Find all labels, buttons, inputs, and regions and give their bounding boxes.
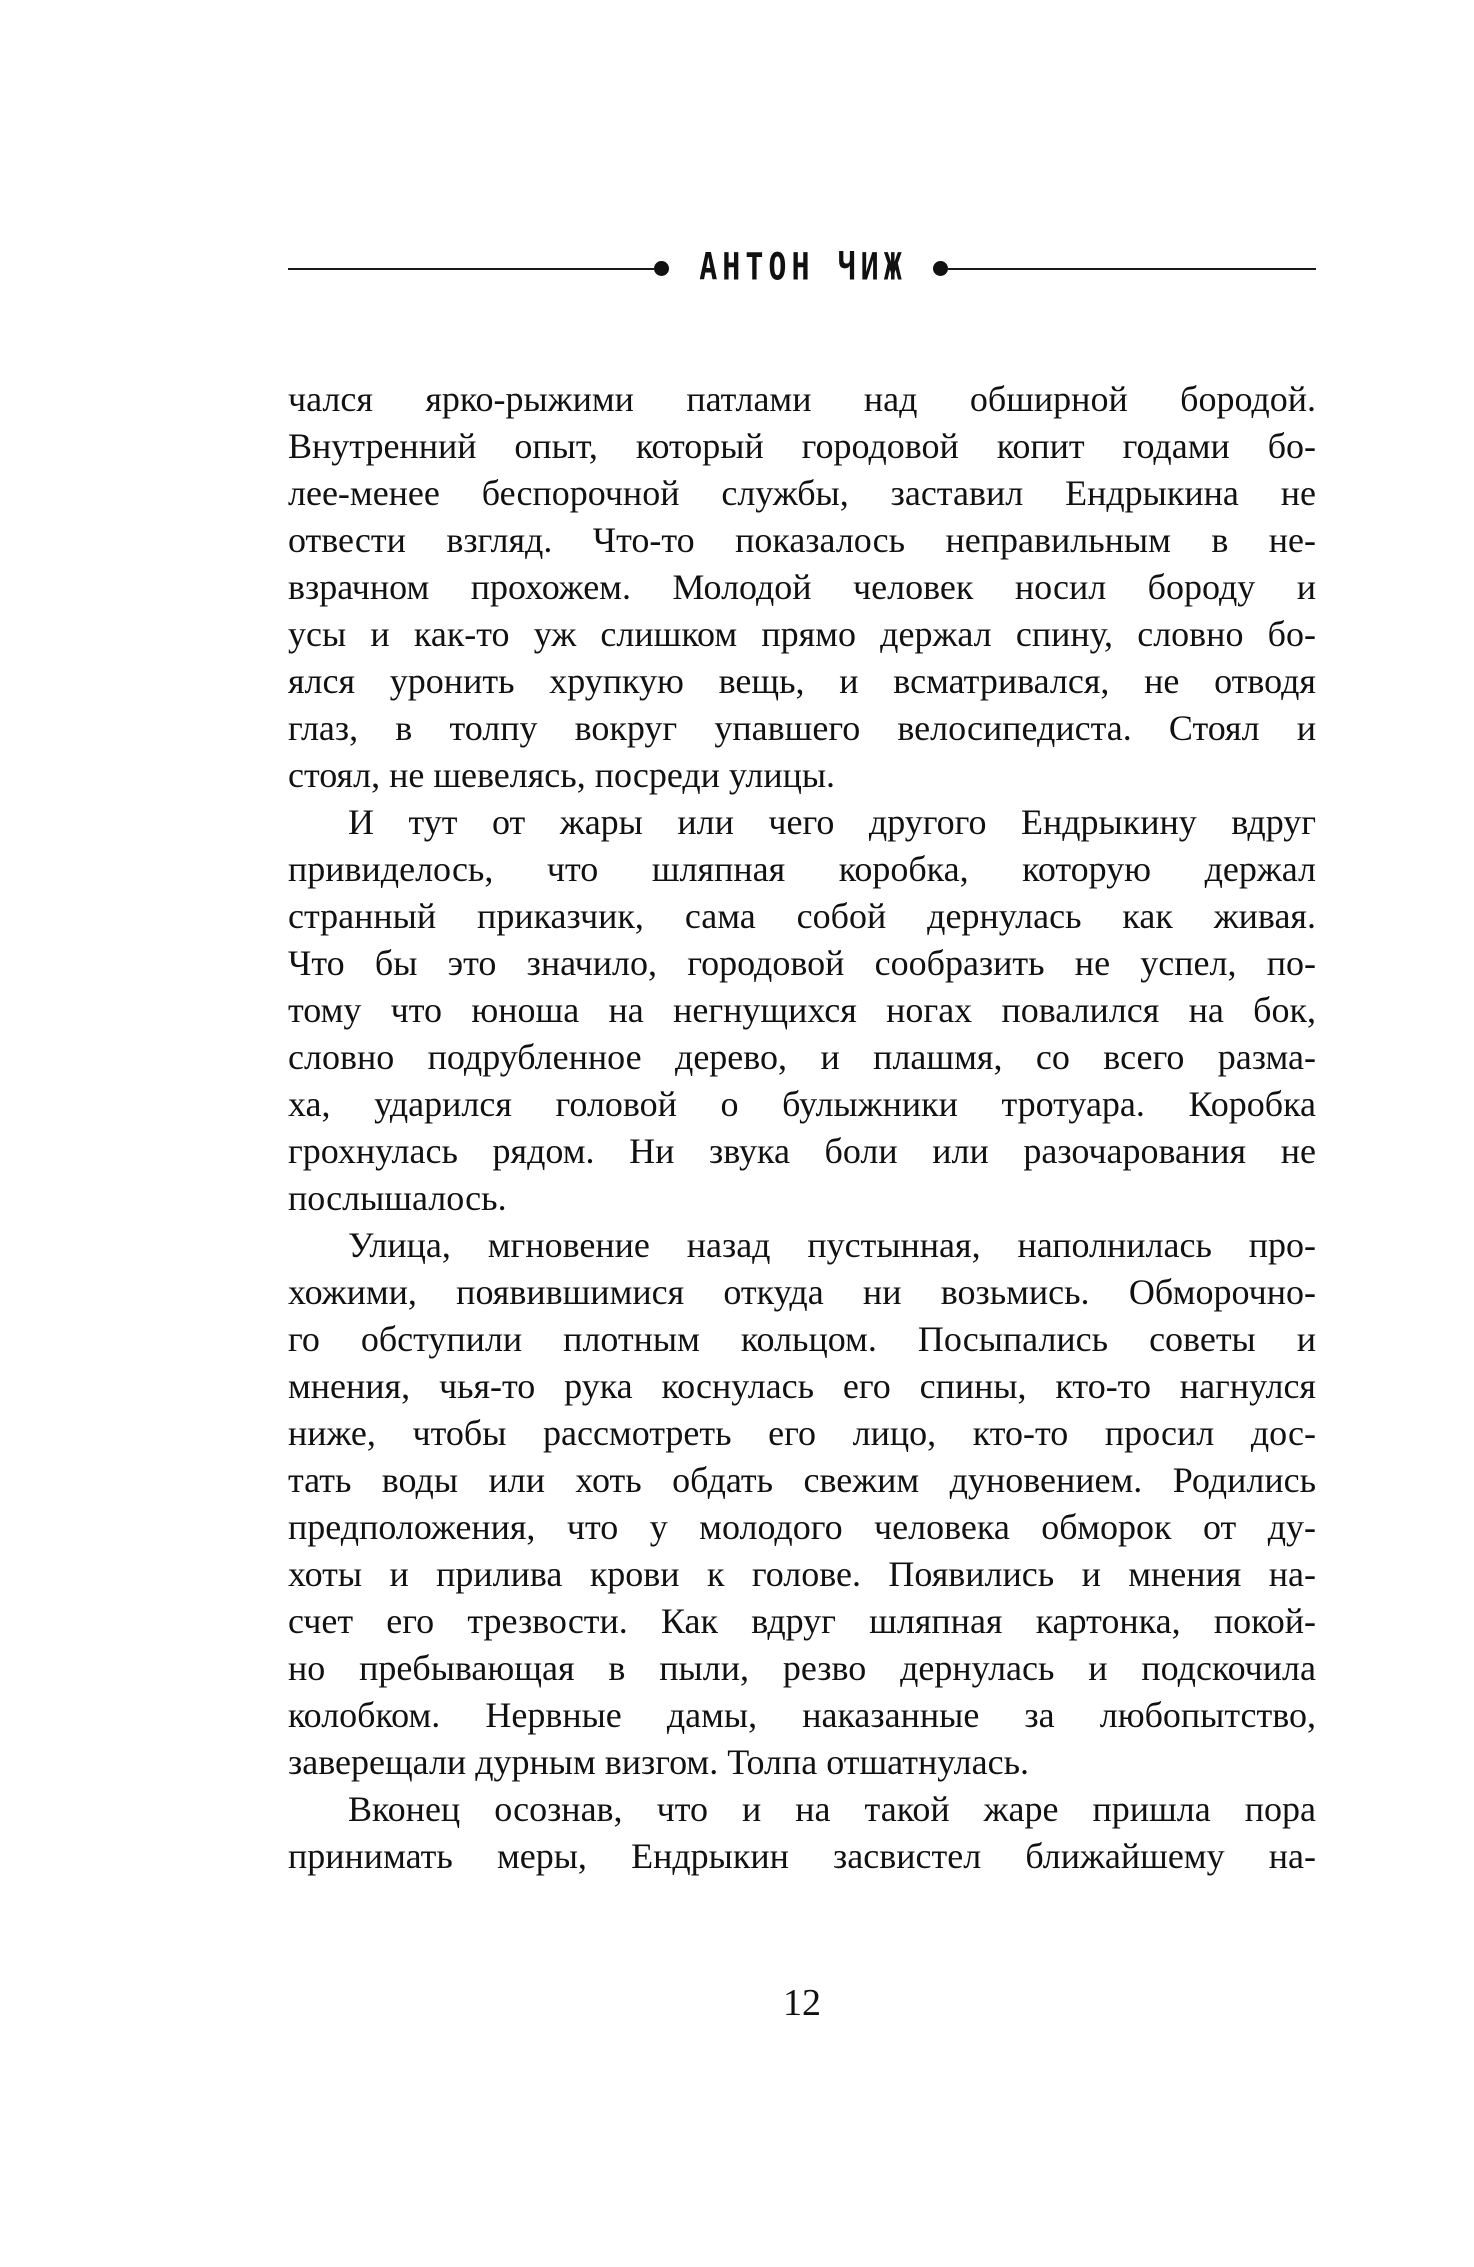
text-line: усы и как-то уж слишком прямо держал спину, словно бо- (288, 614, 1316, 654)
text-line: тому что юноша на негнущихся ногах повалился на бок, (288, 990, 1316, 1030)
text-line: И тут от жары или чего другого Ендрыкину вдруг (348, 802, 1316, 842)
text-line: отвести взгляд. Что-то показалось неправильным в не- (288, 520, 1316, 560)
text-line: привиделось, что шляпная коробка, которую держал (288, 849, 1316, 889)
text-line: странный приказчик, сама собой дернулась как живая. (288, 896, 1316, 936)
text-line: грохнулась рядом. Ни звука боли или разочарования не (288, 1131, 1316, 1171)
body-text (288, 376, 1316, 1880)
text-line: предположения, что у молодого человека обморок от ду- (288, 1507, 1316, 1547)
text-line: Внутренний опыт, который городовой копит годами бо- (288, 426, 1316, 466)
paragraph-1 (288, 376, 1316, 799)
text-line: го обступили плотным кольцом. Посыпались советы и (288, 1319, 1316, 1359)
text-line: взрачном прохожем. Молодой человек носил бороду и (288, 567, 1316, 607)
text-line: ниже, чтобы рассмотреть его лицо, кто-то просил дос- (288, 1413, 1316, 1453)
text-line: глаз, в толпу вокруг упавшего велосипедиста. Стоял и (288, 708, 1316, 748)
text-line: Что бы это значило, городовой сообразить не успел, по- (288, 943, 1316, 983)
header-author-name: АНТОН ЧИЖ (699, 245, 907, 290)
header-rule-right (948, 268, 1316, 270)
running-header (288, 245, 1316, 290)
text-line: ха, ударился головой о булыжники тротуара. Коробка (288, 1084, 1316, 1124)
text-line: заверещали дурным визгом. Толпа отшатнулась. (288, 1742, 1029, 1782)
header-bullet-left (654, 261, 669, 276)
text-line: ялся уронить хрупкую вещь, и всматривался, не отводя (288, 661, 1316, 701)
text-line: лее-менее беспорочной службы, заставил Ендрыкина не (288, 473, 1316, 513)
paragraph-4 (288, 1786, 1316, 1880)
text-line: послышалось. (288, 1178, 507, 1218)
text-line: хоты и прилива крови к голове. Появились и мнения на- (288, 1554, 1316, 1594)
text-line: счет его трезвости. Как вдруг шляпная картонка, покой- (288, 1601, 1316, 1641)
page-number: 12 (783, 1982, 821, 2024)
text-line: чался ярко-рыжими патлами над обширной бородой. (288, 379, 1316, 419)
paragraph-3 (288, 1222, 1316, 1786)
paragraph-2 (288, 799, 1316, 1222)
text-line: Улица, мгновение назад пустынная, наполнилась про- (348, 1225, 1316, 1265)
text-line: колобком. Нервные дамы, наказанные за любопытство, (288, 1695, 1316, 1735)
text-line: стоял, не шевелясь, посреди улицы. (288, 755, 836, 795)
text-line: словно подрубленное дерево, и плашмя, со всего разма- (288, 1037, 1316, 1077)
text-line: мнения, чья-то рука коснулась его спины, кто-то нагнулся (288, 1366, 1316, 1406)
text-line: хожими, появившимися откуда ни возьмись. Обморочно- (288, 1272, 1316, 1312)
header-rule-left (288, 268, 654, 270)
text-line: принимать меры, Ендрыкин засвистел ближайшему на- (288, 1836, 1316, 1876)
text-line: Вконец осознав, что и на такой жаре пришла пора (348, 1789, 1316, 1829)
text-line: тать воды или хоть обдать свежим дуновением. Родились (288, 1460, 1316, 1500)
text-line: но пребывающая в пыли, резво дернулась и подскочила (288, 1648, 1316, 1688)
header-bullet-right (933, 261, 948, 276)
